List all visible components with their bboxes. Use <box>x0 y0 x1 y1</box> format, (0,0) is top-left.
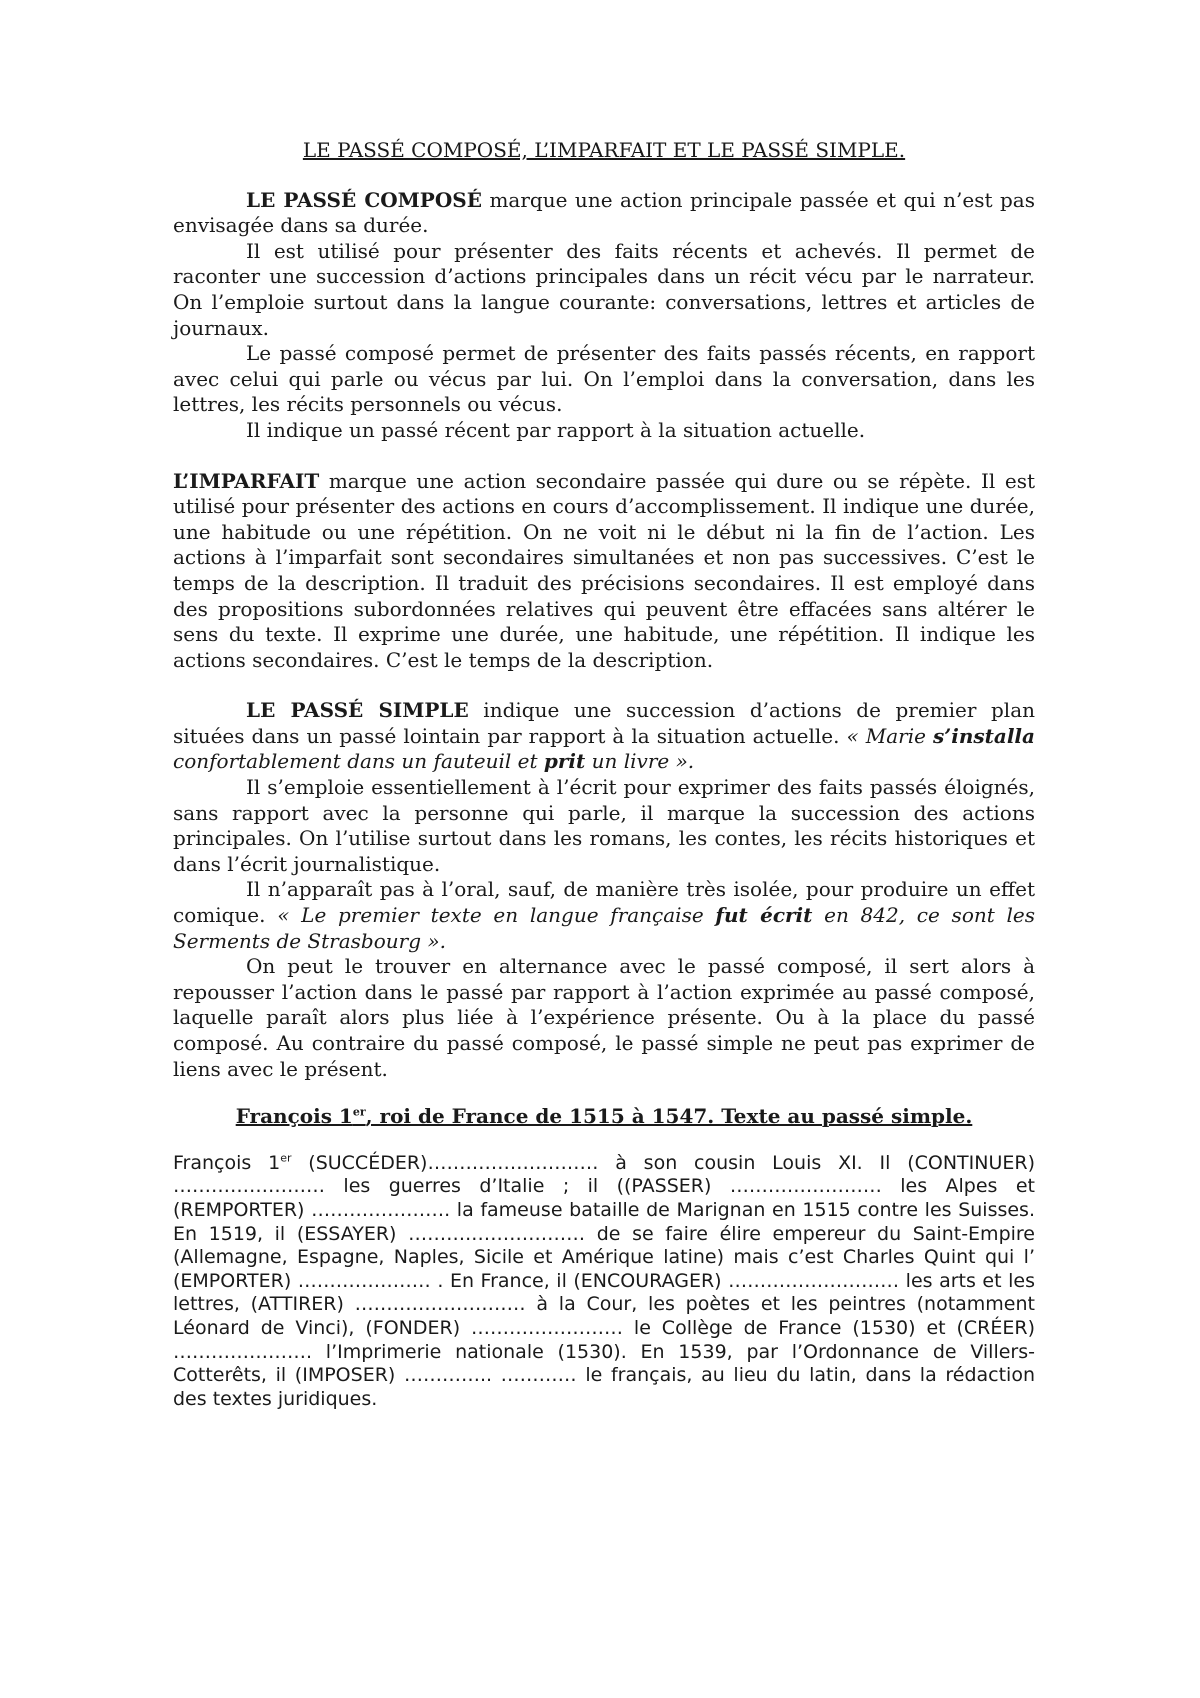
ps-paragraph-3 <box>173 877 1035 954</box>
ps-example-2 <box>173 903 1035 953</box>
ps-example-2-c: en 842, ce sont les Serments de Strasbourg ». <box>173 903 1035 953</box>
ps-example-2-verb: fut écrit <box>715 903 813 928</box>
ps-example-1-verb-2: prit <box>543 749 586 774</box>
exercise-text <box>173 1152 1035 1412</box>
pc-term: LE PASSÉ COMPOSÉ <box>246 187 482 212</box>
ps-example-2-a: « Le premier texte en langue française <box>277 903 716 928</box>
exercise-heading-sup: er <box>352 1105 366 1119</box>
pc-paragraph-1 <box>173 188 1035 239</box>
exercise-text-sup: er <box>280 1151 292 1165</box>
exercise-heading-a: François 1 <box>235 1104 353 1129</box>
ps-example-1-a: « Marie <box>846 723 934 748</box>
imp-term: L’IMPARFAIT <box>173 468 320 493</box>
page-title: LE PASSÉ COMPOSÉ, L’IMPARFAIT ET LE PASSÉ SIMPLE. <box>302 138 906 162</box>
ps-paragraph-2: Il s’emploie essentiellement à l’écrit pour exprimer des faits passés éloignés, sans rapport avec la personne qui parle, il marque la succession des actions principales. On l’utilise surtout dans les romans, les contes, les récits historiques et dans l’écrit journalistique. <box>173 775 1035 876</box>
ps-text-3: Il n’apparaît pas à l’oral, sauf, de manière très isolée, pour produire un effet comique. <box>173 877 1035 928</box>
ps-example-1-verb-1: s’installa <box>933 723 1035 748</box>
ps-example-1-c: confortablement dans un fauteuil et <box>173 749 544 774</box>
pc-text-1: marque une action principale passée et qui n’est pas envisagée dans sa durée. <box>173 187 1035 238</box>
ps-example-1-e: un livre ». <box>585 749 695 774</box>
ps-paragraph-1 <box>173 698 1035 775</box>
pc-paragraph-2: Il est utilisé pour présenter des faits récents et achevés. Il permet de raconter une succession d’actions principales dans un récit vécu par le narrateur. On l’emploie surtout dans la langue courante: conversations, lettres et articles de journaux. <box>173 238 1035 340</box>
pc-paragraph-3: Le passé composé permet de présenter des faits passés récents, en rapport avec celui qui parle ou vécus par lui. On l’emploi dans la conversation, dans les lettres, les récits personnels ou vécus. <box>173 341 1035 417</box>
exercise-heading-b: , roi de France de 1515 à 1547. Texte au passé simple. <box>365 1104 973 1129</box>
imp-text: marque une action secondaire passée qui dure ou se répète. Il est utilisé pour présenter des actions en cours d’accomplissement. Il indique une durée, une habitude ou une répétition. On ne voit ni le début ni la fin de l’action. Les actions à l’imparfait sont secondaires simultanées et non pas successives. C’est le temps de la description. Il traduit des précisions secondaires. Il est employé dans des propositions subordonnées relatives qui peuvent être effacées sans altérer le sens du texte. Il exprime une durée, une habitude, une répétition. Il indique les actions secondaires. C’est le temps de la description. <box>173 468 1035 672</box>
imp-paragraph <box>173 469 1035 674</box>
ps-term: LE PASSÉ SIMPLE <box>246 698 469 723</box>
exercise-text-b: (SUCCÉDER)……………………… à son cousin Louis XI. Il (CONTINUER) …………………… les guerres d’Italie ; il ((PASSER) …………………… les Alpes et (REMPORTER) …………………. la fameuse bataille de Marignan en 1515 contre les Suisses. En 1519, il (ESSAYER) ……….……………… de se faire élire empereur du Saint-Empire (Allemagne, Espagne, Naples, Sicile et Amérique latine) mais c’est Charles Quint qui l’ (EMPORTER) ………………… . En France, il (ENCOURAGER) ……………………… les arts et les lettres, (ATTIRER) ……………………… à la Cour, les poètes et les peintres (notamment Léonard de Vinci), (FONDER) …………………… le Collège de France (1530) et (CRÉER) …………………. l’Imprimerie nationale (1530). En 1539, par l’Ordonnance de Villers-Cotterêts, il (IMPOSER) ………….. ………… le français, au lieu du latin, dans la rédaction des textes juridiques. <box>173 1151 1035 1410</box>
exercise-heading <box>173 1104 1035 1130</box>
ps-text-1: indique une succession d’actions de premier plan situées dans un passé lointain par rapport à la situation actuelle. <box>173 698 1036 748</box>
exercise-text-a: François 1 <box>173 1151 281 1174</box>
ps-paragraph-4: On peut le trouver en alternance avec le passé composé, il sert alors à repousser l’action dans le passé par rapport à l’action exprimée au passé composé, laquelle paraît alors plus liée à l’expérience présente. Ou à la place du passé composé. Au contraire du passé composé, le passé simple ne peut pas exprimer de liens avec le présent. <box>173 954 1035 1081</box>
pc-paragraph-4: Il indique un passé récent par rapport à la situation actuelle. <box>246 417 866 442</box>
document-page <box>173 138 1035 1411</box>
